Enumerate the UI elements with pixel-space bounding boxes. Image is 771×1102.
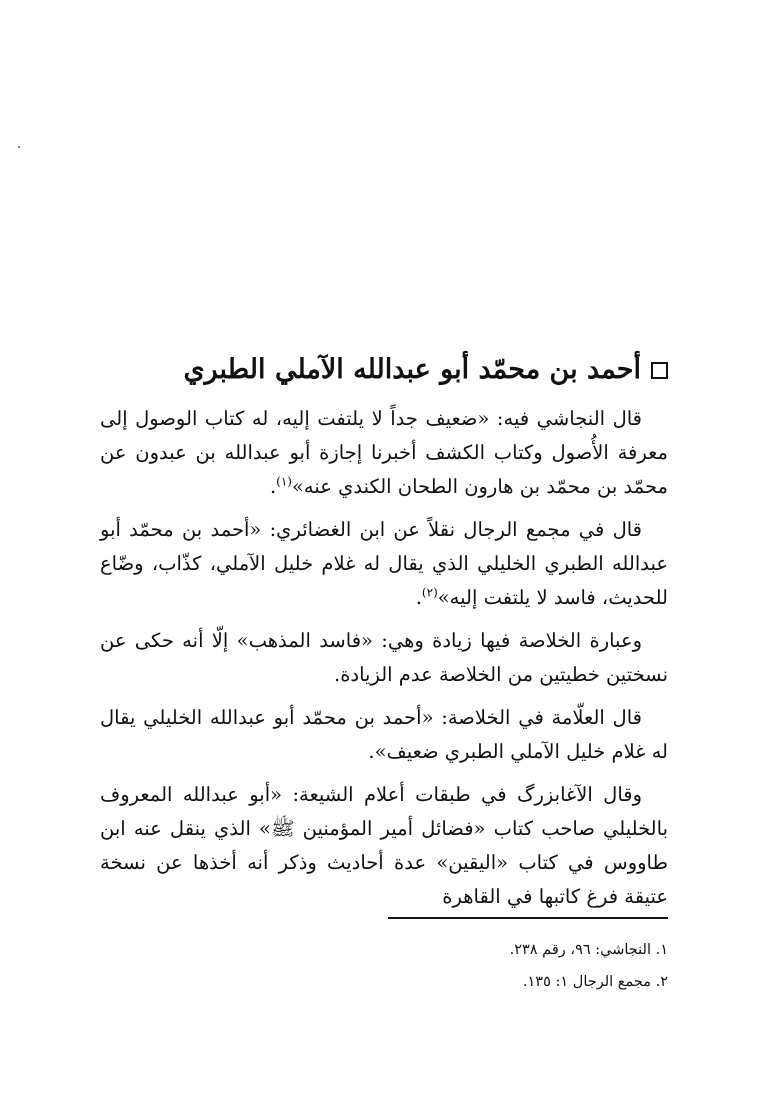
paragraph-text: قال النجاشي فيه: «ضعيف جداً لا يلتفت إليه، له كتاب الوصول إلى معرفة الأُصول وكتاب الكشف أخبرنا إجازة أبو عبدالله بن عبدون عن محمّد بن محمّد بن هارون الطحان الكندي عنه» — [100, 407, 668, 498]
paragraph-aghabozorg — [100, 778, 668, 914]
footnote-ref-2: (٢) — [421, 585, 438, 600]
paragraph-khulasa-variant — [100, 624, 668, 692]
square-bullet-icon — [651, 362, 668, 379]
entry-title: أحمد بن محمّد أبو عبدالله الآملي الطبري — [183, 354, 641, 385]
entry-heading — [100, 350, 668, 390]
entry-body — [100, 402, 668, 923]
margin-mark — [18, 146, 20, 148]
paragraph-allama — [100, 701, 668, 769]
footnote-2: ٢. مجمع الرجال ١: ١٣٥. — [522, 974, 668, 990]
paragraph-najashi — [100, 402, 668, 504]
footnote-1: ١. النجاشي: ٩٦، رقم ٢٣٨. — [509, 942, 668, 958]
paragraph-text: قال في مجمع الرجال نقلاً عن ابن الغضائري: «أحمد بن محمّد أبو عبدالله الطبري الخليلي الذي يقال له غلام خليل الآملي، كذّاب، وضّاع للحديث، فاسد لا يلتفت إليه» — [100, 518, 668, 609]
paragraph-majma — [100, 513, 668, 615]
footnotes — [100, 934, 668, 998]
paragraph-end: . — [269, 475, 277, 498]
footnote-divider — [388, 917, 668, 919]
paragraph-text: وقال الآغابزرگ في طبقات أعلام الشيعة: «أبو عبدالله المعروف بالخليلي صاحب كتاب «فضائل أمير المؤمنين ﷺ» الذي ينقل عنه ابن طاووس في كتاب «اليقين» عدة أحاديث وذكر أنه أخذها عن نسخة عتيقة فرغ كاتبها في القاهرة — [100, 783, 668, 908]
paragraph-end: . — [415, 586, 422, 609]
paragraph-text: قال العلّامة في الخلاصة: «أحمد بن محمّد أبو عبدالله الخليلي يقال له غلام خليل الآملي الطبري ضعيف». — [100, 706, 668, 763]
paragraph-text: وعبارة الخلاصة فيها زيادة وهي: «فاسد المذهب» إلّا أنه حكى عن نسختين خطيتين من الخلاصة عدم الزيادة. — [100, 629, 668, 686]
footnote-ref-1: (١) — [276, 474, 292, 489]
